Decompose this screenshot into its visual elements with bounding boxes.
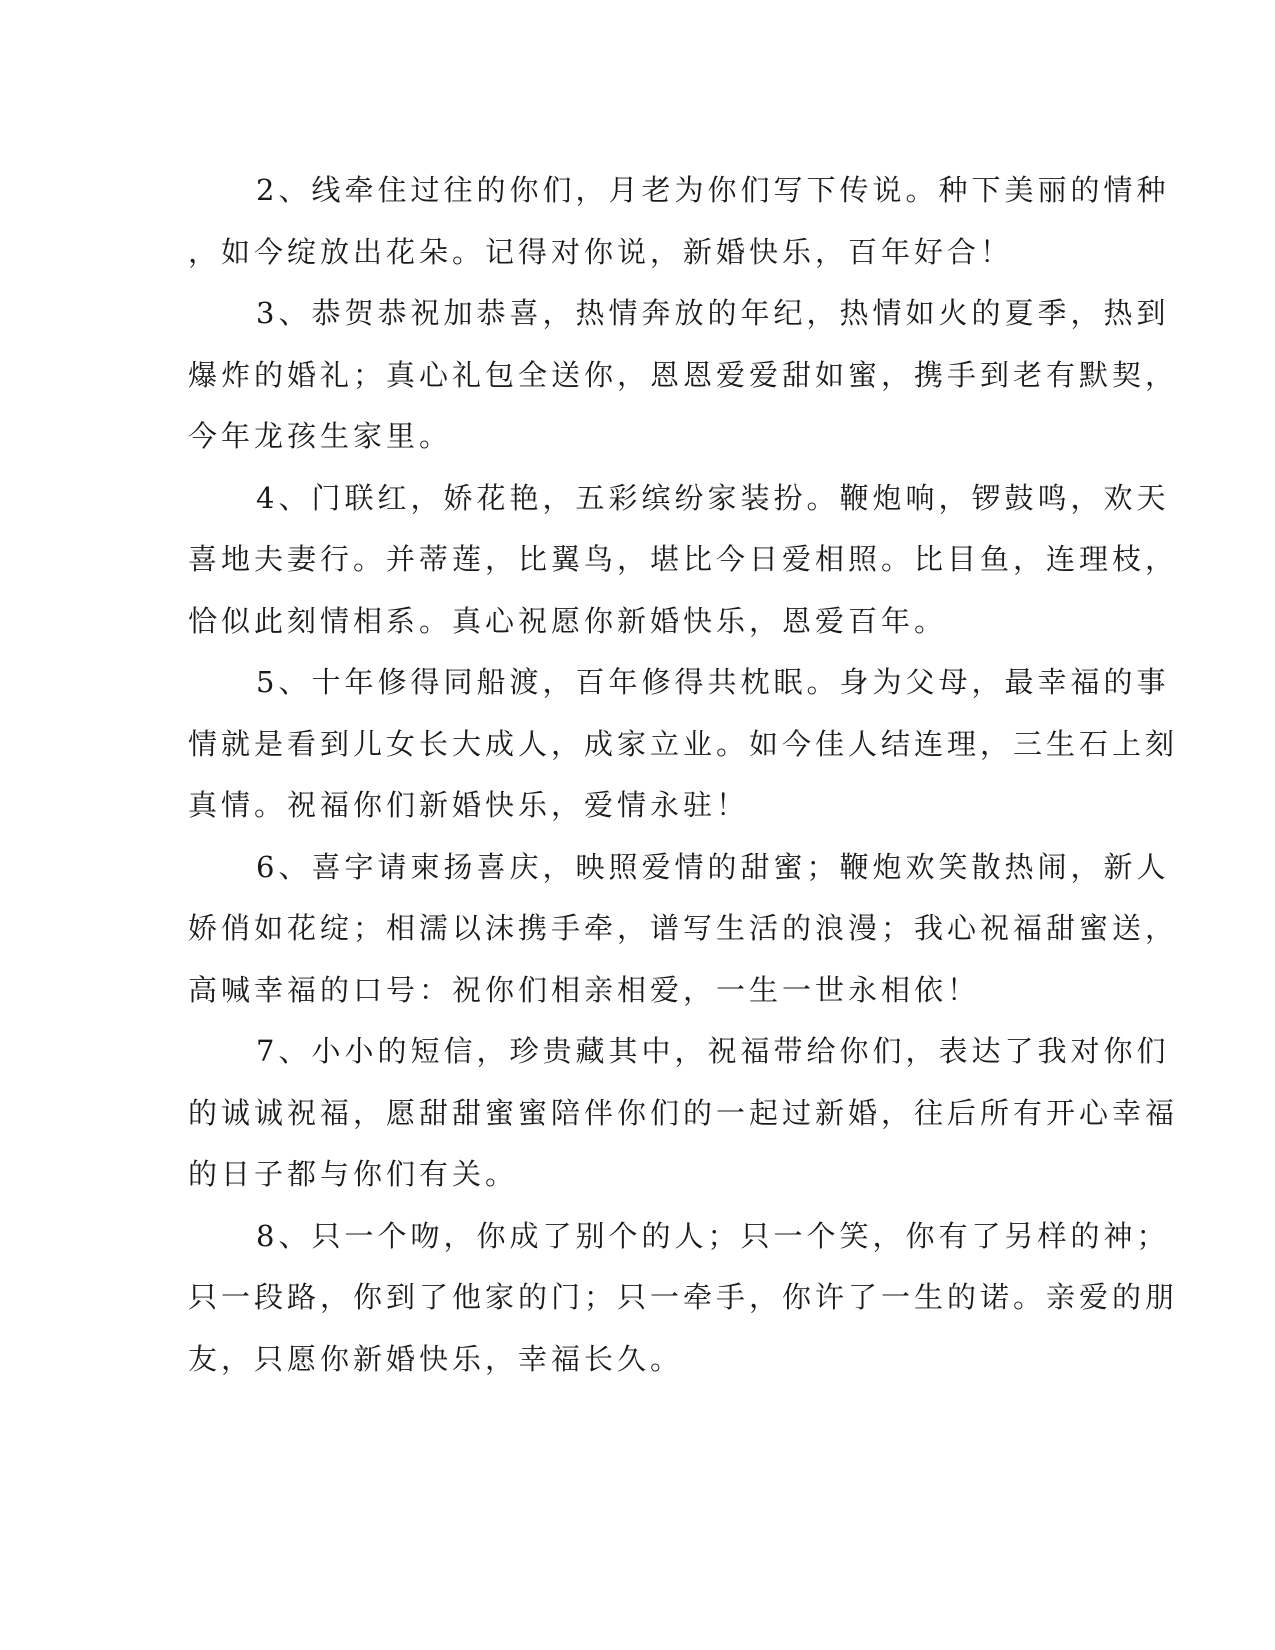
paragraph-line: 4、门联红，娇花艳，五彩缤纷家装扮。鞭炮响，锣鼓鸣，欢天 [256, 480, 1170, 515]
paragraph-6 [188, 837, 1179, 1022]
paragraph-line: 8、只一个吻，你成了别个的人；只一个笑，你有了另样的神； [256, 1218, 1170, 1253]
document-body [188, 160, 1179, 1390]
paragraph-line: 的日子都与你们有关。 [188, 1157, 519, 1191]
paragraph-line: 高喊幸福的口号：祝你们相亲相爱，一生一世永相依！ [188, 972, 981, 1007]
paragraph-line: 6、喜字请柬扬喜庆，映照爱情的甜蜜；鞭炮欢笑散热闹，新人 [256, 849, 1170, 884]
paragraph-4 [188, 468, 1179, 653]
paragraph-line: 今年龙孩生家里。 [188, 419, 453, 453]
paragraph-line: 只一段路，你到了他家的门；只一牵手，你许了一生的诺。亲爱的朋 [188, 1280, 1179, 1314]
paragraph-3 [188, 283, 1179, 468]
paragraph-line: 真情。祝福你们新婚快乐，爱情永驻！ [188, 788, 750, 822]
paragraph-line: ，如今绽放出花朵。记得对你说，新婚快乐，百年好合！ [188, 234, 1014, 269]
paragraph-line: 喜地夫妻行。并蒂莲，比翼鸟，堪比今日爱相照。比目鱼，连理枝， [188, 542, 1179, 576]
paragraph-line: 的诚诚祝福，愿甜甜蜜蜜陪伴你们的一起过新婚，往后所有开心幸福 [188, 1095, 1179, 1130]
paragraph-line: 恰似此刻情相系。真心祝愿你新婚快乐，恩爱百年。 [188, 603, 948, 638]
paragraph-line: 娇俏如花绽；相濡以沫携手牵，谱写生活的浪漫；我心祝福甜蜜送， [188, 911, 1179, 945]
paragraph-line: 2、线牵住过往的你们，月老为你们写下传说。种下美丽的情种 [256, 173, 1170, 207]
paragraph-2 [188, 160, 1170, 283]
paragraph-line: 情就是看到儿女长大成人，成家立业。如今佳人结连理，三生石上刻 [188, 726, 1179, 761]
paragraph-7 [188, 1021, 1179, 1206]
paragraph-5 [188, 652, 1179, 837]
paragraph-line: 友，只愿你新婚快乐，幸福长久。 [188, 1341, 684, 1376]
paragraph-line: 爆炸的婚礼；真心礼包全送你，恩恩爱爱甜如蜜，携手到老有默契， [188, 357, 1179, 392]
paragraph-8 [188, 1206, 1179, 1391]
paragraph-line: 7、小小的短信，珍贵藏其中，祝福带给你们，表达了我对你们 [256, 1034, 1170, 1068]
paragraph-line: 5、十年修得同船渡，百年修得共枕眠。身为父母，最幸福的事 [256, 665, 1170, 699]
paragraph-line: 3、恭贺恭祝加恭喜，热情奔放的年纪，热情如火的夏季，热到 [256, 296, 1170, 330]
